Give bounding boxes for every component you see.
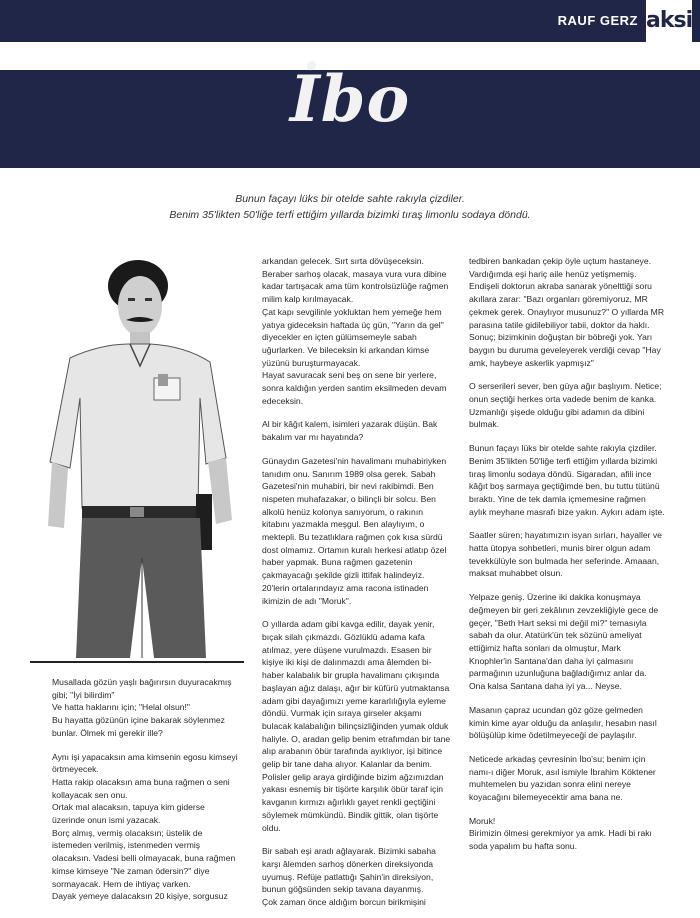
paragraph: Bunun façayı lüks bir otelde sahte rakıyla çizdiler. Benim 35'likten 50'liğe terfi ettiğim yıllarda bizimki tıraş limonlu sodaya döndü. Sigaradan, afili ince kâğıt boş sarmaya geçtiğimde ben, bu tuttu tütünü bıraktı. Yine de tek damla içmemesine rağmen aylık meyhane masrafı bize yakın. Aykırı adam işte. — [469, 443, 665, 517]
paragraph: Saatler süren; hayatımızın isyan sırları, hayaller ve hatta ütopya sohbetleri, munis birer olgun adam tevekkülüyle son bulmada her seferinde. Amaaan, maksat muhabbet olsun. — [469, 530, 662, 579]
paragraph: Masanın çapraz ucundan göz göze gelmeden kimin kime ayar olduğu da anlaşılır, hesabın nasıl bölüşülüp kime ödetilmeyeceği de paylaşılır. — [469, 704, 657, 741]
portrait-photo-icon — [30, 258, 244, 658]
top-header-bar — [0, 0, 700, 42]
author-name: RAUF GERZ — [557, 13, 638, 28]
magazine-logo: aksi — [646, 0, 692, 42]
paragraph: Aynı işi yapacaksın ama kimsenin egosu kimseyi örtmeyecek. Hatta rakip olacaksın ama buna rağmen o seni kollayacak sen onu. Ortak mal alacaksın, tapuya kim giderse üzerinde onun ismi yazacak. Borç almış, vermiş olacaksın; üstelik de istemeden verilmiş, istenmeden vermiş olacaksın. Vadesi belli olmayacak, buna rağmen kimse kimseye "Ne zaman ödersin?" diye sormayacak. Hem de ihtiyaç varken. Dayak yemeye dalacaksın 20 kişiye, sorgusuz — [52, 751, 238, 902]
text-column-3 — [469, 255, 665, 853]
paragraph: Moruk! Birimizin ölmesi gerekmiyor ya amk. Hadi bi rakı soda yapalım bu hafta sonu. — [469, 815, 652, 852]
text-column-1 — [52, 676, 238, 903]
paragraph: tedbiren bankadan çekip öyle uçtum hastaneye. Vardığımda eşi hariç aile henüz yetişmemiş. Endişeli doktorun akraba sanarak yönelttiği soru akıllara zarar: "Bazı organları göremiyoruz, MR çekmek gerek. Onaylıyor musunuz?" O yıllarda MR parasına tatile gidilebiliyor tabii, doktor da haklı. Sonuç; bizimkinin doğuştan bir böbreği yok. Yarı baygın bu duruma geveleyerek verdiği cevap "Hay amk, haybeye askerlik yapmışız" — [469, 256, 665, 368]
paragraph: Neticede arkadaş çevresinin İbo'su; benim için namı-ı diğer Moruk, asıl ismiyle İbrahim Köktener muhtemelen bu yazıdan sonra elini nereye koyacağını bilemeyecektir ama bana ne. — [469, 753, 656, 803]
article-title: İbo — [289, 62, 411, 137]
paragraph: O serserileri sever, ben güya ağır başlıyım. Netice; onun seçtiği herkes orta vadede benim de kanka. Uzmanlığı şişede olduğu gibi adamın da dibini bulmak. — [469, 381, 662, 430]
paragraph: Al bir kâğıt kalem, isimleri yazarak düşün. Bak bakalım var mı hayatında? — [262, 419, 438, 443]
paragraph: O yıllarda adam gibi kavga edilir, dayak yenir, bıçak silah çıkmazdı. Gözlüklü adama kafa atılmaz, yere düşene vurulmazdı. Esasen bir kişiye iki kişi de dalınmazdı ama âlemden bi-haber kalabalık bir grupla havalimanı çıkışında başlayan ağız dalaşı, ağır bir küfürü yutmaktansa adam gibi dayağımızı yeme kararlılığıyla eyleme döndü. Vurmak için sıraya girseler akşamı bulacak kalabalığın bilinçsizliğinden yumak olduk haliyle. O, aradan gelip benim etrafımdan bir tane alıp arabanın öbür tarafında ayıklıyor, işi bitince gelip bir tane daha alıyor. Kalanlar da benim. Polisler gelip araya girdiğinde bizim ağzımızdan yakası esnemiş bir tişörte karşılık öbür taraf için kavganın kırmızı ağırlıklı gayet renkli geçtiğini söylemek mümkündü. Bindik gittik, olan tişörte oldu. — [262, 619, 451, 833]
paragraph: Musallada gözün yaşlı bağırırsın duyuracakmış gibi; "İyi bilirdim" Ve hatta haklarını için; "Helal olsun!" Bu hayatta gözünün içine bakarak söylenmez bunlar. Ölmek mi gerekir ille? — [52, 677, 232, 738]
paragraph: Bir sabah eşi aradı ağlayarak. Bizimki sabaha karşı âlemden sarhoş dönerken direksiyonda uyumuş. Refüje patlattığı Şahin'in direksiyon, bunun göğsünden sekip tavana dayanmış. Çok zaman önce aldığım borcun birikmişini — [262, 846, 436, 908]
photo-divider — [30, 661, 244, 663]
article-subtitle: Bunun façayı lüks bir otelde sahte rakıyla çizdiler. Benim 35'likten 50'liğe terfi ettiğim yıllarda bizimki tıraş limonlu sodaya döndü. — [169, 193, 531, 221]
paragraph: arkandan gelecek. Sırt sırta dövüşeceksin. Beraber sarhoş olacak, masaya vura vura dibine kadar tartışacak ama tüm kontrolsüzlüğe rağmen milim kalp kırılmayacak. Çat kapı sevgilinle yokluktan hem yemeğe hem yatıya gideceksin haftada üç gün, "Yarın da gel" diyecekler en içten gülümsemeyle sabah uğurlarken. Ve bileceksin ki arkandan kimse yüzünü buruşturmayacak. Hayat savuracak seni beş on sene bir yerlere, sonra kaldığın yerden santim eksilmeden devam edeceksin. — [262, 256, 449, 406]
text-column-2 — [262, 255, 452, 909]
paragraph: Yelpaze geniş. Üzerine iki dakika konuşmaya değmeyen bir geri zekâlının zevzekliğiyle gece de geçer, "Beth Hart seksi mi değil mi?" temasıyla sabah da olur. Atatürk'ün tek sözünü ameliyat ettiğimiz hafta sonları da olmuştur, Mark Knophler'in Santana'dan daha iyi çalmasını parmağının uzunluğuna bağladığımız anlar da. Ona kalsa Santana daha iyi ya... Neyse. — [469, 592, 659, 692]
paragraph: Günaydın Gazetesi'nin havalimanı muhabiriyken tanıdım onu. Sanırım 1989 olsa gerek. Sabah Gazetesi'nin muhabiri, bir nevi rakibimdi. Ben nispeten muhafazakar, o bilinçli bir solcu. Ben alkolü henüz kolonya sanıyorum, o rakının kitabını yazmakla meşgul. Ben alaylıyım, o mektepli. Bu tezatlıklara rağmen çok kısa sürdü dost olmamız. Ortamın kuralı herkesi atlatıp özel haber yapmak. Buna rağmen gazetenin çakmayacağı şekilde gizli ittifak halindeyiz. 20'lerin ortalarındayız ama racona istinaden ikimizin de adı "Moruk". — [262, 455, 447, 606]
